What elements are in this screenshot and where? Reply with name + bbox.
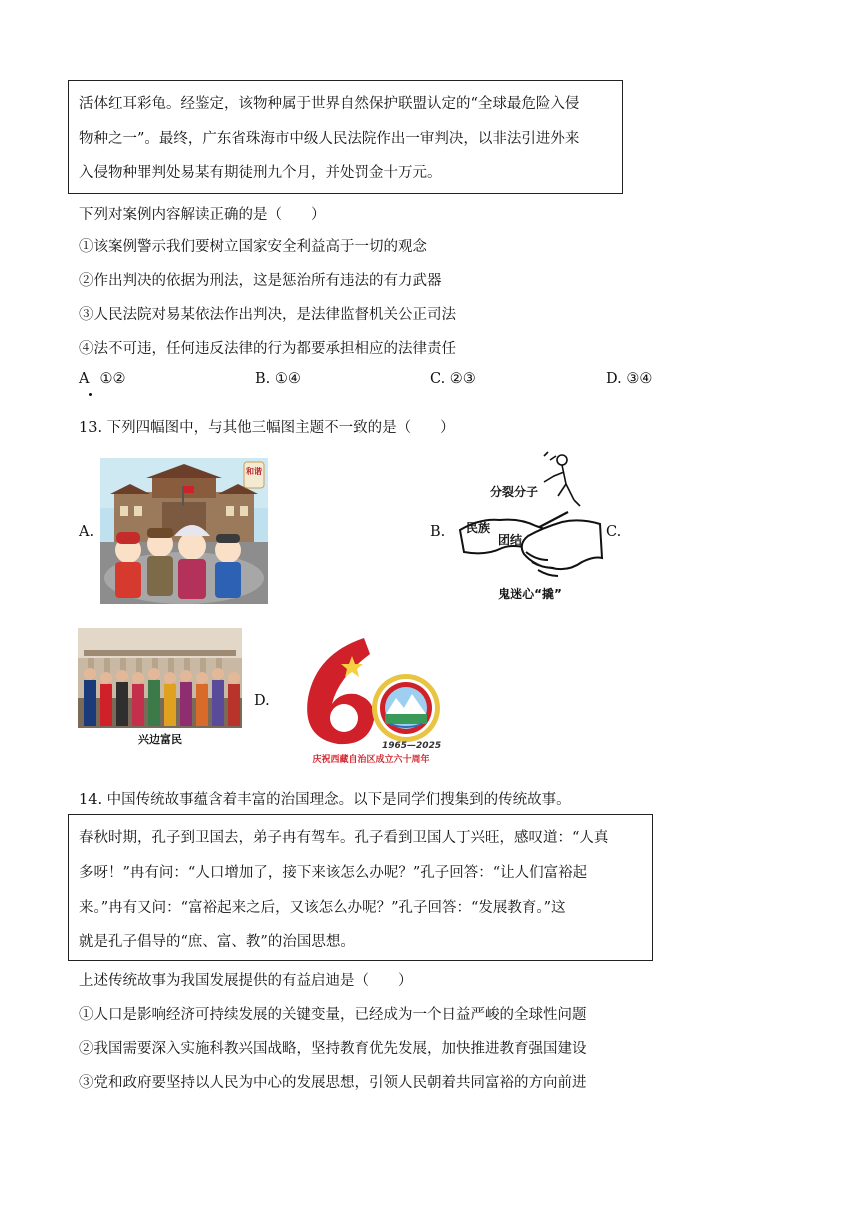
- q12-option-b: [255, 371, 301, 387]
- option-text: ①④: [274, 371, 301, 387]
- option-letter: C.: [430, 371, 446, 387]
- q13-label-c: C.: [606, 524, 622, 540]
- option-text: ①②: [99, 371, 126, 387]
- q13-label-d: D.: [254, 693, 270, 709]
- option-text: ③④: [626, 371, 653, 387]
- image-a-sign-text: 和谐: [246, 467, 262, 476]
- case-line-2: 物种之一”。最终，广东省珠海市中级人民法院作出一审判决，以非法引进外来: [79, 131, 580, 147]
- q14-statement-2: ②我国需要深入实施科教兴国战略，坚持教育优先发展，加快推进教育强国建设: [79, 1041, 587, 1057]
- q12-option-d: [606, 371, 652, 387]
- image-b-left-text-2: 团结: [498, 533, 523, 547]
- q12-option-a: [79, 371, 125, 387]
- image-d-years: 1965—2025: [382, 741, 442, 751]
- story-line-2: 多呀！”冉有问：“人口增加了，接下来该怎么办呢？”孔子回答：“让人们富裕起: [79, 865, 588, 881]
- image-d-anniversary-logo: [286, 634, 456, 770]
- q12-statement-1: ①该案例警示我们要树立国家安全利益高于一切的观念: [79, 239, 427, 255]
- q14-question: 上述传统故事为我国发展提供的有益启迪是（ ）: [79, 973, 413, 989]
- option-letter: B.: [255, 371, 271, 387]
- story-line-1: 春秋时期，孔子到卫国去，弟子冉有驾车。孔子看到卫国人丁兴旺，感叹道：“人真: [79, 830, 609, 846]
- image-d-caption: 庆祝西藏自治区成立六十周年: [312, 755, 430, 765]
- story-line-4: 就是孔子倡导的“庶、富、教”的治国思想。: [79, 934, 355, 950]
- q14-stem: 14. 中国传统故事蕴含着丰富的治国理念。以下是同学们搜集到的传统故事。: [79, 792, 571, 808]
- image-c-photo: [78, 628, 242, 748]
- image-b-left-text-1: 民族: [466, 521, 491, 535]
- image-d-illustration: [286, 634, 456, 770]
- image-b-caption: 鬼迷心“撬”: [498, 587, 562, 601]
- option-a-dot: [89, 393, 92, 396]
- image-a-ethnic-unity: [100, 458, 268, 604]
- q12-statement-4: ④法不可违，任何违反法律的行为都要承担相应的法律责任: [79, 341, 456, 357]
- q12-option-c: [430, 371, 476, 387]
- image-b-illustration: [456, 448, 604, 604]
- case-line-3: 入侵物种罪判处易某有期徒刑九个月，并处罚金十万元。: [79, 165, 442, 181]
- q12-statement-3: ③人民法院对易某依法作出判决，是法律监督机关公正司法: [79, 307, 456, 323]
- image-c-illustration: [78, 628, 242, 748]
- image-c-caption: 兴边富民: [138, 733, 182, 746]
- case-line-1: 活体红耳彩龟。经鉴定，该物种属于世界自然保护联盟认定的“全球最危险入侵: [79, 96, 580, 112]
- story-line-3: 来。”冉有又问：“富裕起来之后，又该怎么办呢？”孔子回答：“发展教育。”这: [79, 900, 566, 916]
- image-b-top-text: 分裂分子: [490, 485, 539, 499]
- option-text: ②③: [449, 371, 476, 387]
- q12-stem: 下列对案例内容解读正确的是（ ）: [79, 207, 326, 223]
- q12-statement-2: ②作出判决的依据为刑法，这是惩治所有违法的有力武器: [79, 273, 442, 289]
- q13-label-a: A.: [79, 524, 95, 540]
- q13-stem: 13. 下列四幅图中，与其他三幅图主题不一致的是（ ）: [79, 420, 455, 436]
- image-b-handshake-cartoon: [456, 448, 604, 604]
- image-a-illustration: [100, 458, 268, 604]
- q13-label-b: B.: [430, 524, 446, 540]
- option-letter: D.: [606, 371, 622, 387]
- q14-statement-1: ①人口是影响经济可持续发展的关键变量，已经成为一个日益严峻的全球性问题: [79, 1007, 587, 1023]
- option-letter: A: [79, 371, 90, 387]
- q14-statement-3: ③党和政府要坚持以人民为中心的发展思想，引领人民朝着共同富裕的方向前进: [79, 1075, 587, 1091]
